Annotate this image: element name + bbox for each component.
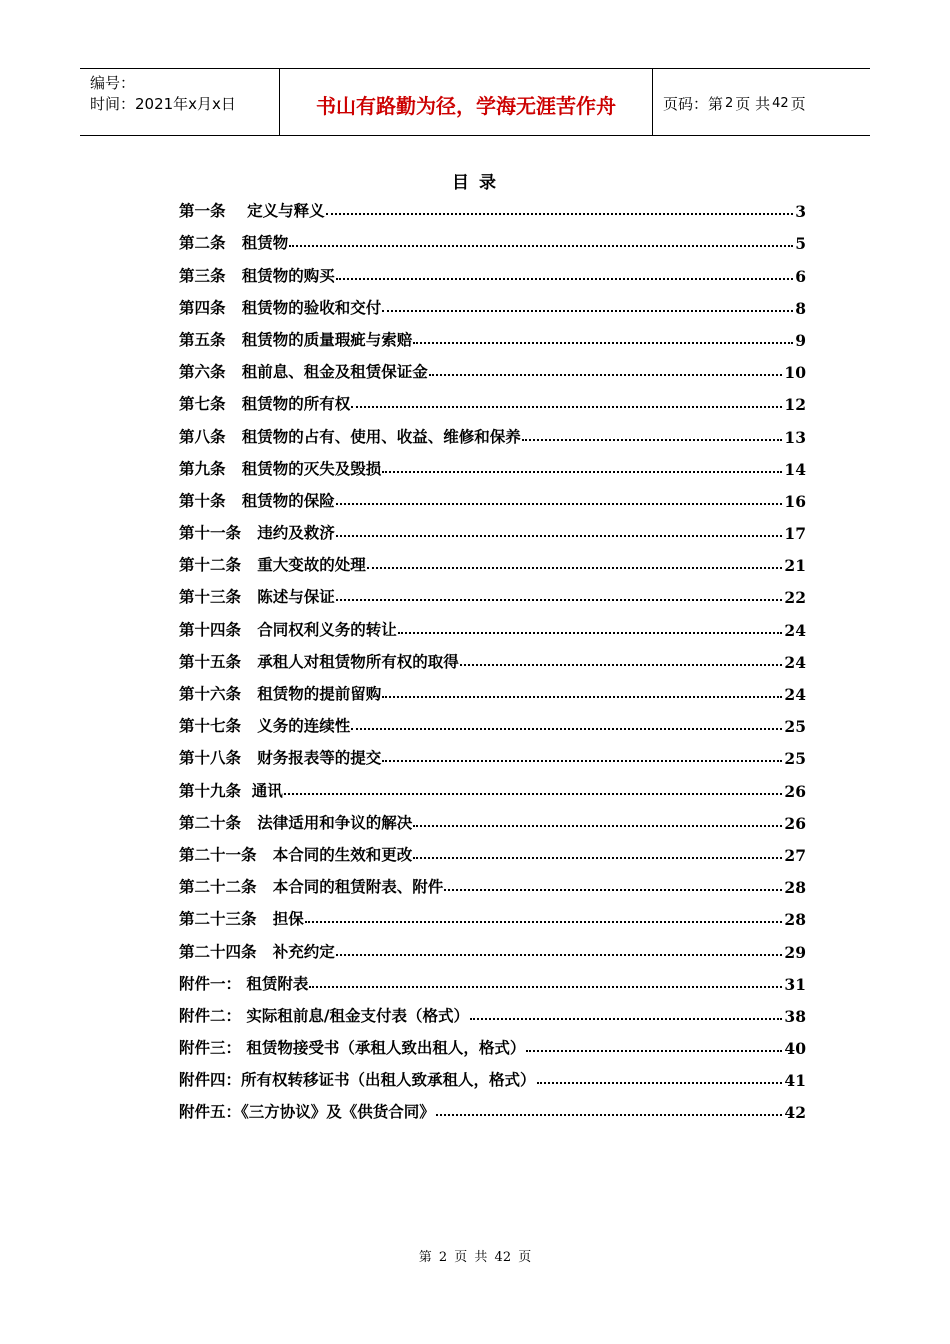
table-of-contents xyxy=(179,189,806,1122)
toc-entry-page: 24 xyxy=(784,652,806,672)
page-header xyxy=(80,68,870,136)
toc-entry-page: 13 xyxy=(784,427,806,447)
toc-entry-page: 9 xyxy=(795,330,806,350)
toc-entry[interactable] xyxy=(179,350,806,382)
toc-entry-page: 26 xyxy=(784,781,806,801)
toc-leader-dots xyxy=(336,599,783,601)
toc-entry-label: 第十八条 财务报表等的提交 xyxy=(179,748,382,768)
toc-leader-dots xyxy=(309,986,782,988)
toc-entry-label: 第六条 租前息、租金及租赁保证金 xyxy=(179,362,428,382)
toc-leader-dots xyxy=(470,1018,782,1020)
toc-leader-dots xyxy=(413,857,782,859)
toc-entry-label: 第十五条 承租人对租赁物所有权的取得 xyxy=(179,651,459,671)
toc-leader-dots xyxy=(336,503,783,505)
header-motto: 书山有路勤为径，学海无涯苦作舟 xyxy=(280,69,653,135)
toc-entry[interactable] xyxy=(179,672,806,704)
toc-leader-dots xyxy=(336,535,783,537)
toc-entry-page: 40 xyxy=(784,1039,806,1059)
page-total: 42 xyxy=(772,95,789,111)
toc-title: 目 录 xyxy=(452,173,498,193)
toc-leader-dots xyxy=(351,728,782,730)
toc-leader-dots xyxy=(429,374,783,376)
toc-entry[interactable] xyxy=(179,640,806,672)
toc-leader-dots xyxy=(382,471,782,473)
toc-entry[interactable] xyxy=(179,286,806,318)
toc-entry-label: 第二条 租赁物 xyxy=(179,233,289,253)
page-mid: 页 共 xyxy=(735,94,771,113)
toc-leader-dots xyxy=(522,439,783,441)
toc-leader-dots xyxy=(305,921,783,923)
page-footer: 第 2 页 共 42 页 xyxy=(418,1250,532,1265)
toc-leader-dots xyxy=(398,632,783,634)
toc-entry-page: 22 xyxy=(784,588,806,608)
header-meta xyxy=(80,69,280,135)
toc-entry-page: 3 xyxy=(795,202,806,222)
toc-entry-page: 26 xyxy=(784,813,806,833)
toc-leader-dots xyxy=(413,342,793,344)
toc-entry-label: 第十三条 陈述与保证 xyxy=(179,587,335,607)
toc-entry[interactable] xyxy=(179,189,806,221)
header-page-info xyxy=(653,69,870,135)
toc-entry-label: 第十二条 重大变故的处理 xyxy=(179,555,366,575)
toc-entry-page: 29 xyxy=(784,942,806,962)
toc-entry[interactable] xyxy=(179,736,806,768)
toc-entry-label: 第四条 租赁物的验收和交付 xyxy=(179,297,382,317)
toc-entry[interactable] xyxy=(179,253,806,285)
toc-entry-label: 附件二： 实际租前息/租金支付表（格式） xyxy=(179,1005,470,1025)
page-prefix: 页码：第 xyxy=(663,94,724,113)
toc-entry[interactable] xyxy=(179,221,806,253)
toc-entry[interactable] xyxy=(179,382,806,414)
toc-leader-dots xyxy=(367,567,783,569)
toc-entry[interactable] xyxy=(179,1090,806,1122)
toc-leader-dots xyxy=(537,1082,783,1084)
toc-leader-dots xyxy=(382,696,782,698)
toc-entry-page: 27 xyxy=(784,845,806,865)
toc-entry-label: 第一条 定义与释义 xyxy=(179,201,325,221)
toc-leader-dots xyxy=(336,954,783,956)
toc-entry-page: 42 xyxy=(784,1103,806,1123)
toc-entry[interactable] xyxy=(179,511,806,543)
toc-entry-label: 第十七条 义务的连续性 xyxy=(179,716,351,736)
toc-entry-label: 第二十一条 本合同的生效和更改 xyxy=(179,844,413,864)
toc-entry-label: 附件四：所有权转移证书（出租人致承租人，格式） xyxy=(179,1070,536,1090)
toc-entry-page: 38 xyxy=(784,1006,806,1026)
toc-entry-page: 8 xyxy=(795,298,806,318)
toc-leader-dots xyxy=(436,1114,783,1116)
toc-entry[interactable] xyxy=(179,833,806,865)
toc-leader-dots xyxy=(351,406,782,408)
toc-entry-label: 第二十四条 补充约定 xyxy=(179,941,335,961)
toc-entry-page: 28 xyxy=(784,910,806,930)
toc-entry[interactable] xyxy=(179,865,806,897)
toc-entry-page: 28 xyxy=(784,878,806,898)
toc-entry[interactable] xyxy=(179,929,806,961)
toc-entry-label: 第五条 租赁物的质量瑕疵与索赔 xyxy=(179,329,413,349)
toc-entry-page: 24 xyxy=(784,620,806,640)
toc-entry-page: 25 xyxy=(784,717,806,737)
toc-leader-dots xyxy=(444,889,782,891)
toc-entry-label: 第十条 租赁物的保险 xyxy=(179,490,335,510)
toc-entry-label: 附件五：《三方协议》及《供货合同》 xyxy=(179,1102,435,1122)
toc-entry-page: 6 xyxy=(795,266,806,286)
toc-entry-page: 14 xyxy=(784,459,806,479)
page-suffix: 页 xyxy=(790,94,806,113)
toc-leader-dots xyxy=(382,760,782,762)
toc-entry[interactable] xyxy=(179,704,806,736)
toc-entry[interactable] xyxy=(179,1026,806,1058)
page-current: 2 xyxy=(725,95,734,111)
toc-entry-label: 第十四条 合同权利义务的转让 xyxy=(179,619,397,639)
toc-entry-page: 41 xyxy=(784,1071,806,1091)
toc-entry-label: 第二十三条 担保 xyxy=(179,909,304,929)
toc-entry-page: 21 xyxy=(784,556,806,576)
toc-entry[interactable] xyxy=(179,1058,806,1090)
toc-entry[interactable] xyxy=(179,607,806,639)
toc-entry-label: 第九条 租赁物的灭失及毁损 xyxy=(179,458,382,478)
toc-entry-label: 附件一： 租赁附表 xyxy=(179,973,309,993)
toc-entry-label: 第二十二条 本合同的租赁附表、附件 xyxy=(179,877,444,897)
toc-entry-page: 31 xyxy=(784,974,806,994)
toc-leader-dots xyxy=(460,664,783,666)
toc-entry-label: 附件三： 租赁物接受书（承租人致出租人，格式） xyxy=(179,1038,526,1058)
toc-entry[interactable] xyxy=(179,447,806,479)
toc-entry[interactable] xyxy=(179,994,806,1026)
toc-leader-dots xyxy=(336,278,794,280)
toc-entry-label: 第七条 租赁物的所有权 xyxy=(179,394,351,414)
toc-entry[interactable] xyxy=(179,962,806,994)
toc-entry[interactable] xyxy=(179,414,806,446)
toc-leader-dots xyxy=(289,245,793,247)
toc-entry-page: 12 xyxy=(784,395,806,415)
toc-entry[interactable] xyxy=(179,543,806,575)
toc-entry[interactable] xyxy=(179,768,806,800)
toc-leader-dots xyxy=(526,1050,782,1052)
toc-entry[interactable] xyxy=(179,479,806,511)
toc-entry-page: 17 xyxy=(784,524,806,544)
toc-entry[interactable] xyxy=(179,897,806,929)
number-label: 编号： xyxy=(90,74,136,92)
toc-entry-page: 24 xyxy=(784,685,806,704)
toc-entry-label: 第八条 租赁物的占有、使用、收益、维修和保养 xyxy=(179,426,521,446)
toc-leader-dots xyxy=(382,310,793,312)
toc-entry-page: 10 xyxy=(784,363,806,383)
toc-entry-page: 25 xyxy=(784,749,806,769)
toc-entry-page: 16 xyxy=(784,491,806,511)
toc-entry-label: 第三条 租赁物的购买 xyxy=(179,265,335,285)
toc-entry[interactable] xyxy=(179,318,806,350)
toc-entry-label: 第十一条 违约及救济 xyxy=(179,523,335,543)
toc-leader-dots xyxy=(413,825,782,827)
toc-entry[interactable] xyxy=(179,575,806,607)
toc-entry[interactable] xyxy=(179,801,806,833)
toc-entry-label: 第十九条 通讯 xyxy=(179,780,283,800)
toc-entry-page: 5 xyxy=(795,234,806,254)
toc-leader-dots xyxy=(284,793,783,795)
toc-entry-label: 第十六条 租赁物的提前留购 xyxy=(179,684,382,703)
time-label: 时间：2021年x月x日 xyxy=(90,95,236,113)
toc-entry-label: 第二十条 法律适用和争议的解决 xyxy=(179,812,413,832)
toc-leader-dots xyxy=(326,213,794,215)
